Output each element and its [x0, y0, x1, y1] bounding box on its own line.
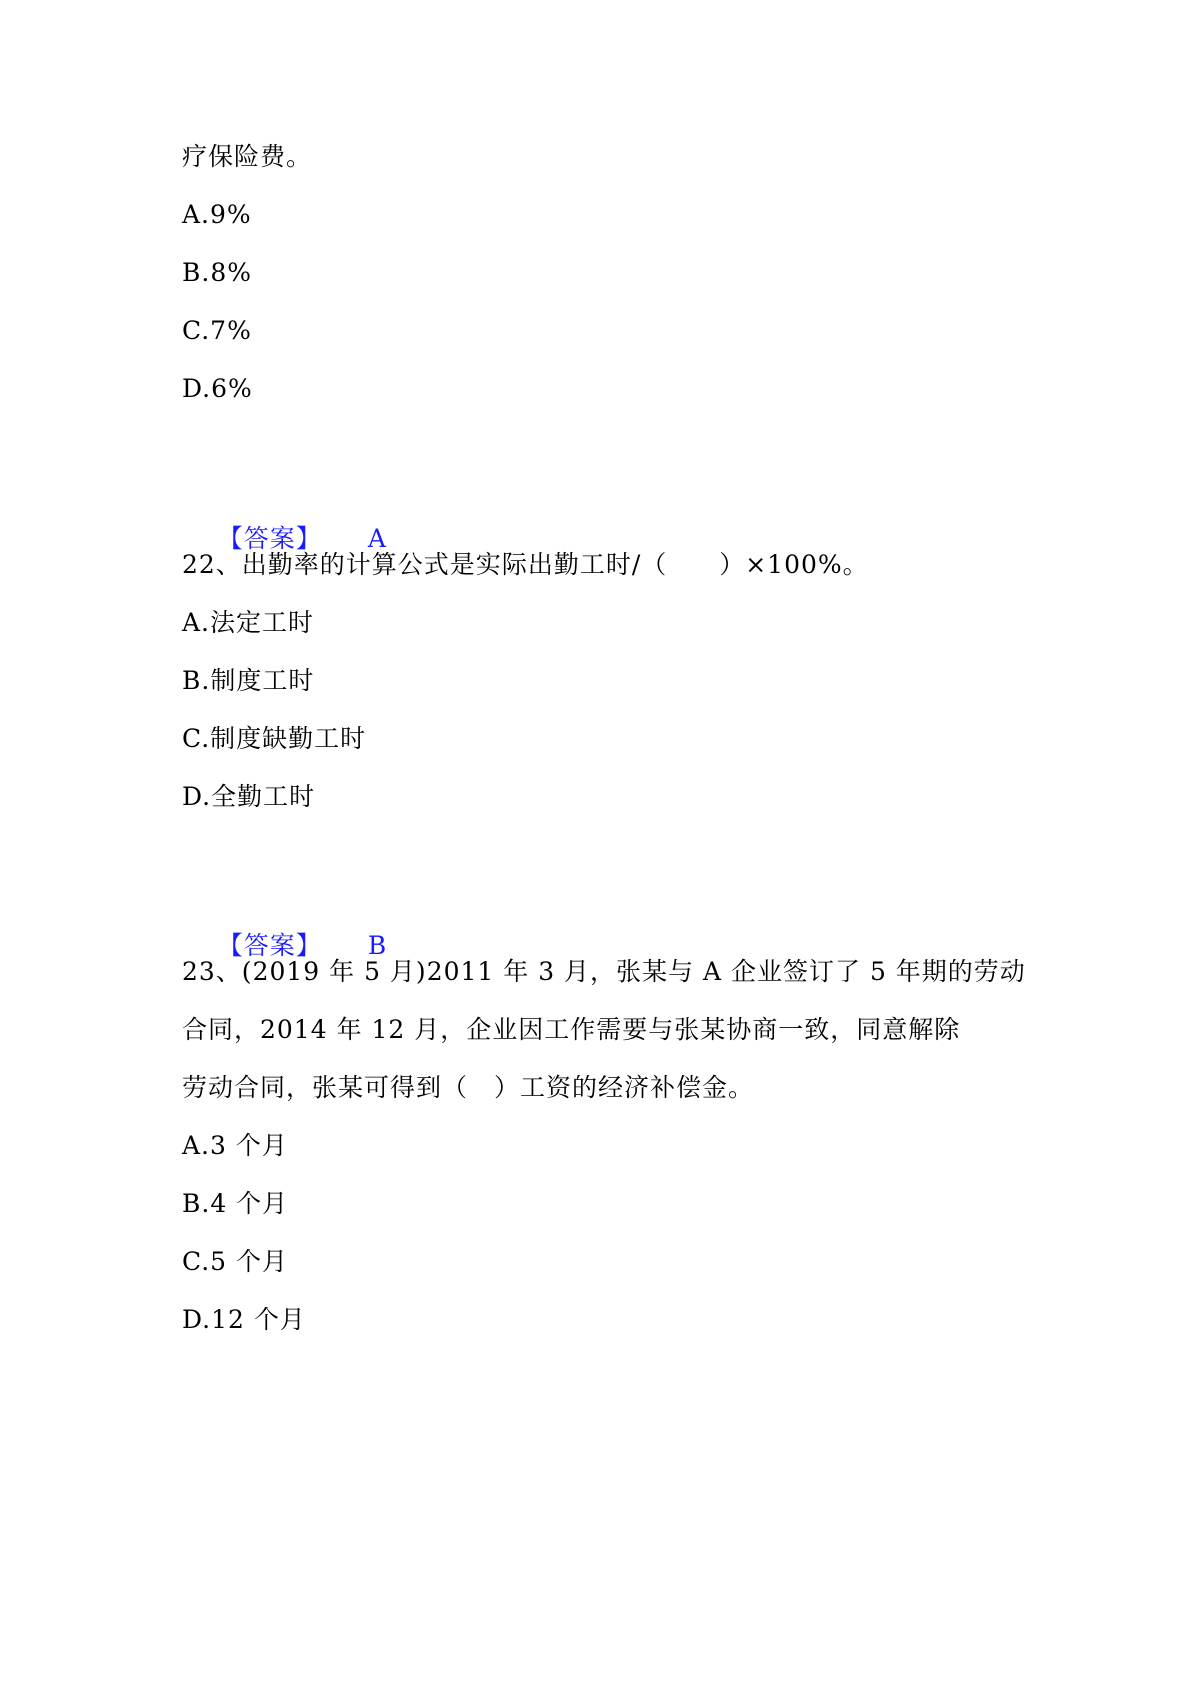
question-23-option-a: A.3 个月: [182, 1131, 288, 1160]
question-22-option-c: C.制度缺勤工时: [182, 724, 367, 753]
question-23-stem-line-1: 23、(2019 年 5 月)2011 年 3 月，张某与 A 企业签订了 5 年期的劳动: [182, 957, 1026, 986]
question-22-option-d: D.全勤工时: [182, 782, 316, 811]
answer-label: 【答案】: [217, 931, 322, 960]
question-23-stem-line-2: 合同，2014 年 12 月，企业因工作需要与张某协商一致，同意解除: [182, 1015, 961, 1044]
question-22-option-b: B.制度工时: [182, 666, 315, 695]
question-21-option-d: D.6%: [182, 374, 253, 403]
answer-label: 【答案】: [217, 524, 322, 553]
answer-value: B: [367, 931, 388, 960]
question-23-option-c: C.5 个月: [182, 1247, 289, 1276]
question-23-option-d: D.12 个月: [182, 1305, 306, 1334]
question-22-stem: 22、出勤率的计算公式是实际出勤工时/（ ）×100%。: [182, 550, 869, 579]
question-21-continuation: 疗保险费。: [182, 142, 313, 171]
answer-value: A: [367, 524, 387, 553]
question-22-option-a: A.法定工时: [182, 608, 315, 637]
question-23-option-b: B.4 个月: [182, 1189, 289, 1218]
question-21-option-b: B.8%: [182, 258, 252, 287]
question-23-stem-line-3: 劳动合同，张某可得到（ ）工资的经济补偿金。: [182, 1073, 755, 1102]
question-21-option-a: A.9%: [182, 200, 252, 229]
question-21-option-c: C.7%: [182, 316, 252, 345]
